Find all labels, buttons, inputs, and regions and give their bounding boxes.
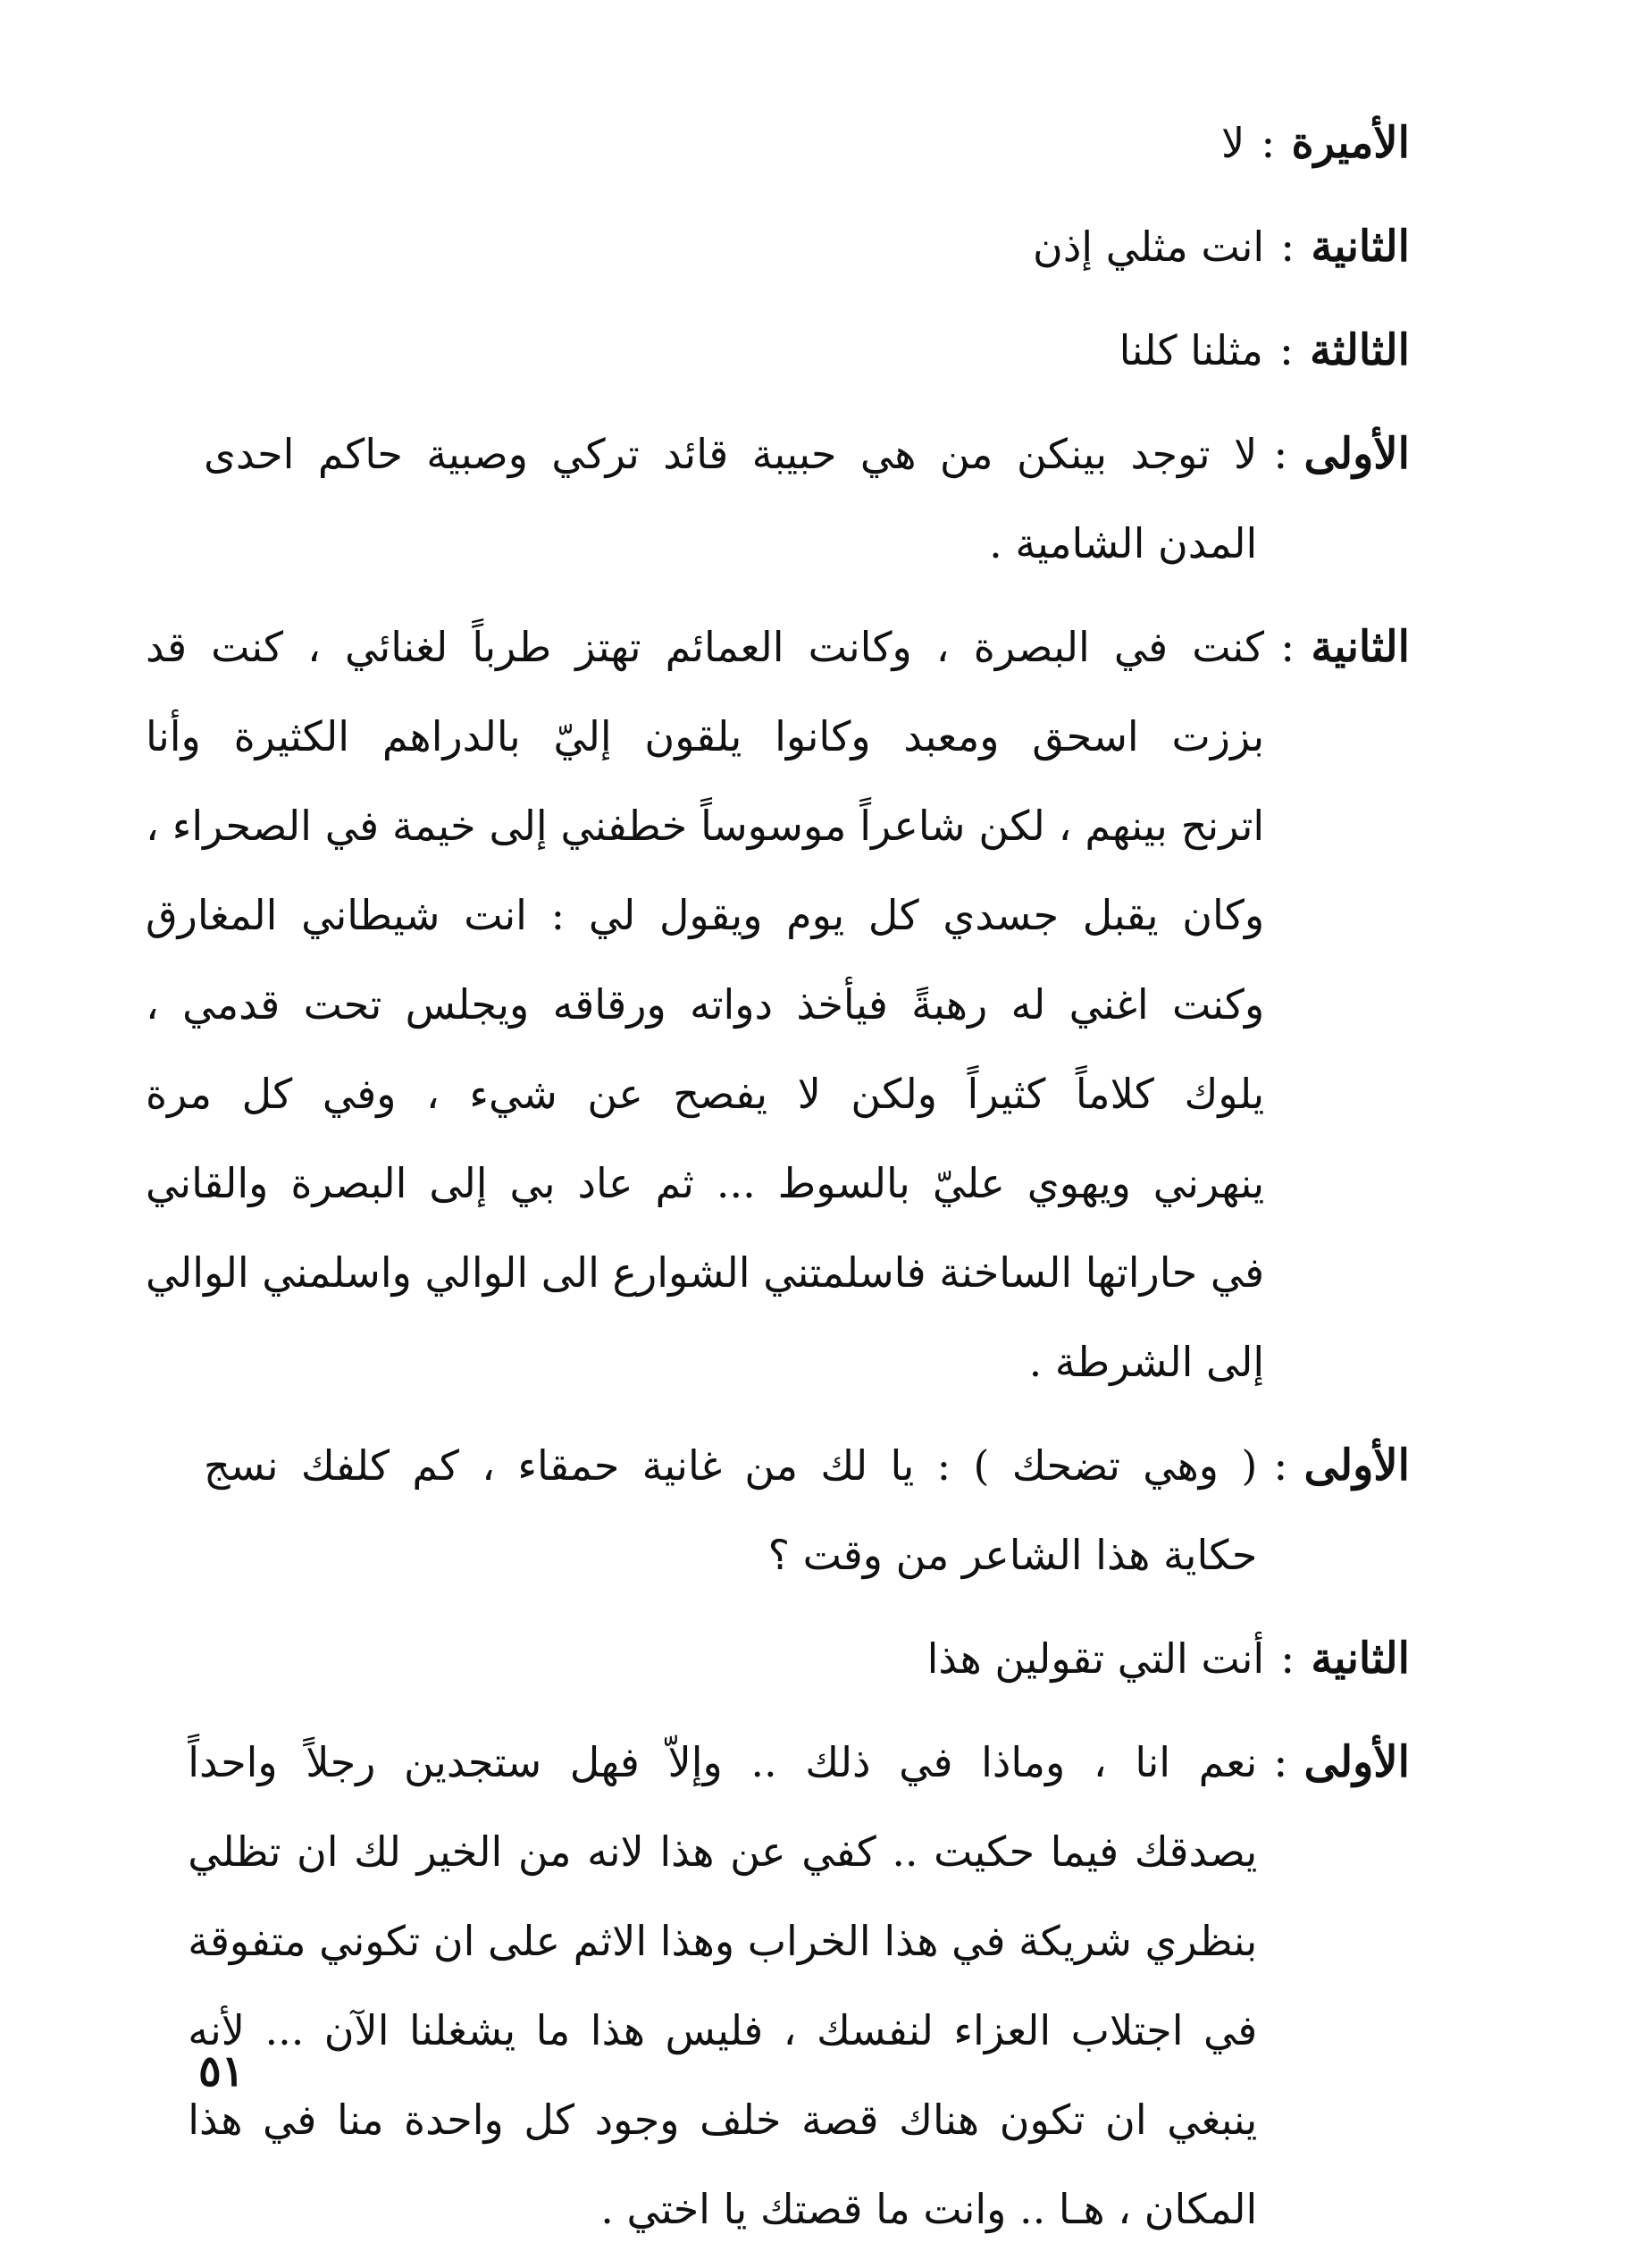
speech-line: المدن الشامية . [989,519,1258,567]
speech-line: ينهرني ويهوي عليّ بالسوط ... ثم عاد بي إلى البصرة والقاني [145,1159,1265,1207]
speech-line: وكنت اغني له رهبةً فيأخذ دواته ورقاقه ويجلس تحت قدمي ، [145,980,1265,1029]
dialogue-block [204,98,1410,188]
dialogue-block [204,202,1410,291]
dialogue-block [145,602,1410,1407]
speech-text [204,306,1263,395]
speaker-name: الثالثة [1310,325,1410,375]
speaker-separator: : [1280,622,1295,672]
speech-line: نعم انا ، وماذا في ذلك .. وإلاّ فهل ستجدين رجلاً واحداً [188,1738,1258,1786]
speech-text [204,202,1264,291]
speaker-separator: : [1278,325,1295,375]
dialogue-block [204,306,1410,395]
speech-text [204,1421,1257,1600]
speaker-name: الأميرة [1291,118,1410,168]
dialogue-block [204,409,1410,588]
speech-line: وكان يقبل جسدي كل يوم ويقول لي : انت شيطاني المغارق [145,891,1265,939]
speaker-name: الأولى [1303,429,1410,479]
speech-line: يصدقك فيما حكيت .. كفي عن هذا لانه من الخير لك ان تظلي [188,1827,1258,1876]
speaker-name: الثانية [1311,1634,1410,1684]
speech-line: المكان ، هـا .. وانت ما قصتك يا اختي . [600,2185,1258,2233]
speech-text [204,1614,1264,1703]
speaker-separator: : [1273,429,1288,479]
dialogue-block [204,1614,1410,1703]
speech-line: ينبغي ان تكون هناك قصة خلف وجود كل واحدة منا في هذا [188,2096,1258,2144]
speaker-separator: : [1261,118,1276,168]
speaker-name: الثانية [1311,622,1410,672]
speaker-name: الأولى [1303,1737,1410,1787]
speech-line: بززت اسحق ومعبد وكانوا يلقون إليّ بالدراهم الكثيرة وأنا [145,712,1265,760]
speaker-separator: : [1273,1441,1288,1491]
dialogue-block [188,1718,1410,2254]
speech-line: بنظري شريكة في هذا الخراب وهذا الاثم على ان تكوني متفوقة [188,1917,1258,1965]
speech-text [146,602,1264,1407]
speech-line: كنت في البصرة ، وكانت العمائم تهتز طرباً لغنائي ، كنت قد [145,623,1265,671]
speech-line: في حاراتها الساخنة فاسلمتني الشوارع الى الوالي واسلمني الوالي [145,1248,1265,1297]
speech-line: في اجتلاب العزاء لنفسك ، فليس هذا ما يشغلنا الآن ... لأنه [188,2006,1258,2054]
speech-text [204,98,1245,188]
speech-text [188,1718,1257,2254]
speaker-separator: : [1273,1737,1288,1787]
speech-line: إلى الشرطة . [1028,1338,1265,1386]
speaker-name: الأولى [1303,1441,1410,1491]
speech-line: مثلنا كلنا [1119,326,1263,374]
speaker-separator: : [1280,222,1295,272]
page-number: ٥١ [198,2046,245,2096]
speech-line: حكاية هذا الشاعر من وقت ؟ [767,1531,1258,1579]
speech-line: ( وهي تضحك ) : يا لك من غانية حمقاء ، كم كلفك نسج [204,1441,1258,1490]
speech-line: أنت التي تقولين هذا [926,1634,1265,1683]
speaker-separator: : [1280,1634,1295,1684]
speech-line: انت مثلي إذن [1033,223,1265,271]
dialogue-block [204,1421,1410,1600]
speech-line: لا توجد بينكن من هي حبيبة قائد تركي وصبية حاكم احدى [204,430,1258,478]
speech-text [204,409,1257,588]
speech-line: لا [1221,119,1245,167]
play-dialogue [145,98,1410,2268]
speech-line: اترنح بينهم ، لكن شاعراً موسوساً خطفني إلى خيمة في الصحراء ، [145,802,1265,850]
speaker-name: الثانية [1311,222,1410,272]
speech-line: يلوك كلاماً كثيراً ولكن لا يفصح عن شيء ، وفي كل مرة [145,1070,1265,1118]
